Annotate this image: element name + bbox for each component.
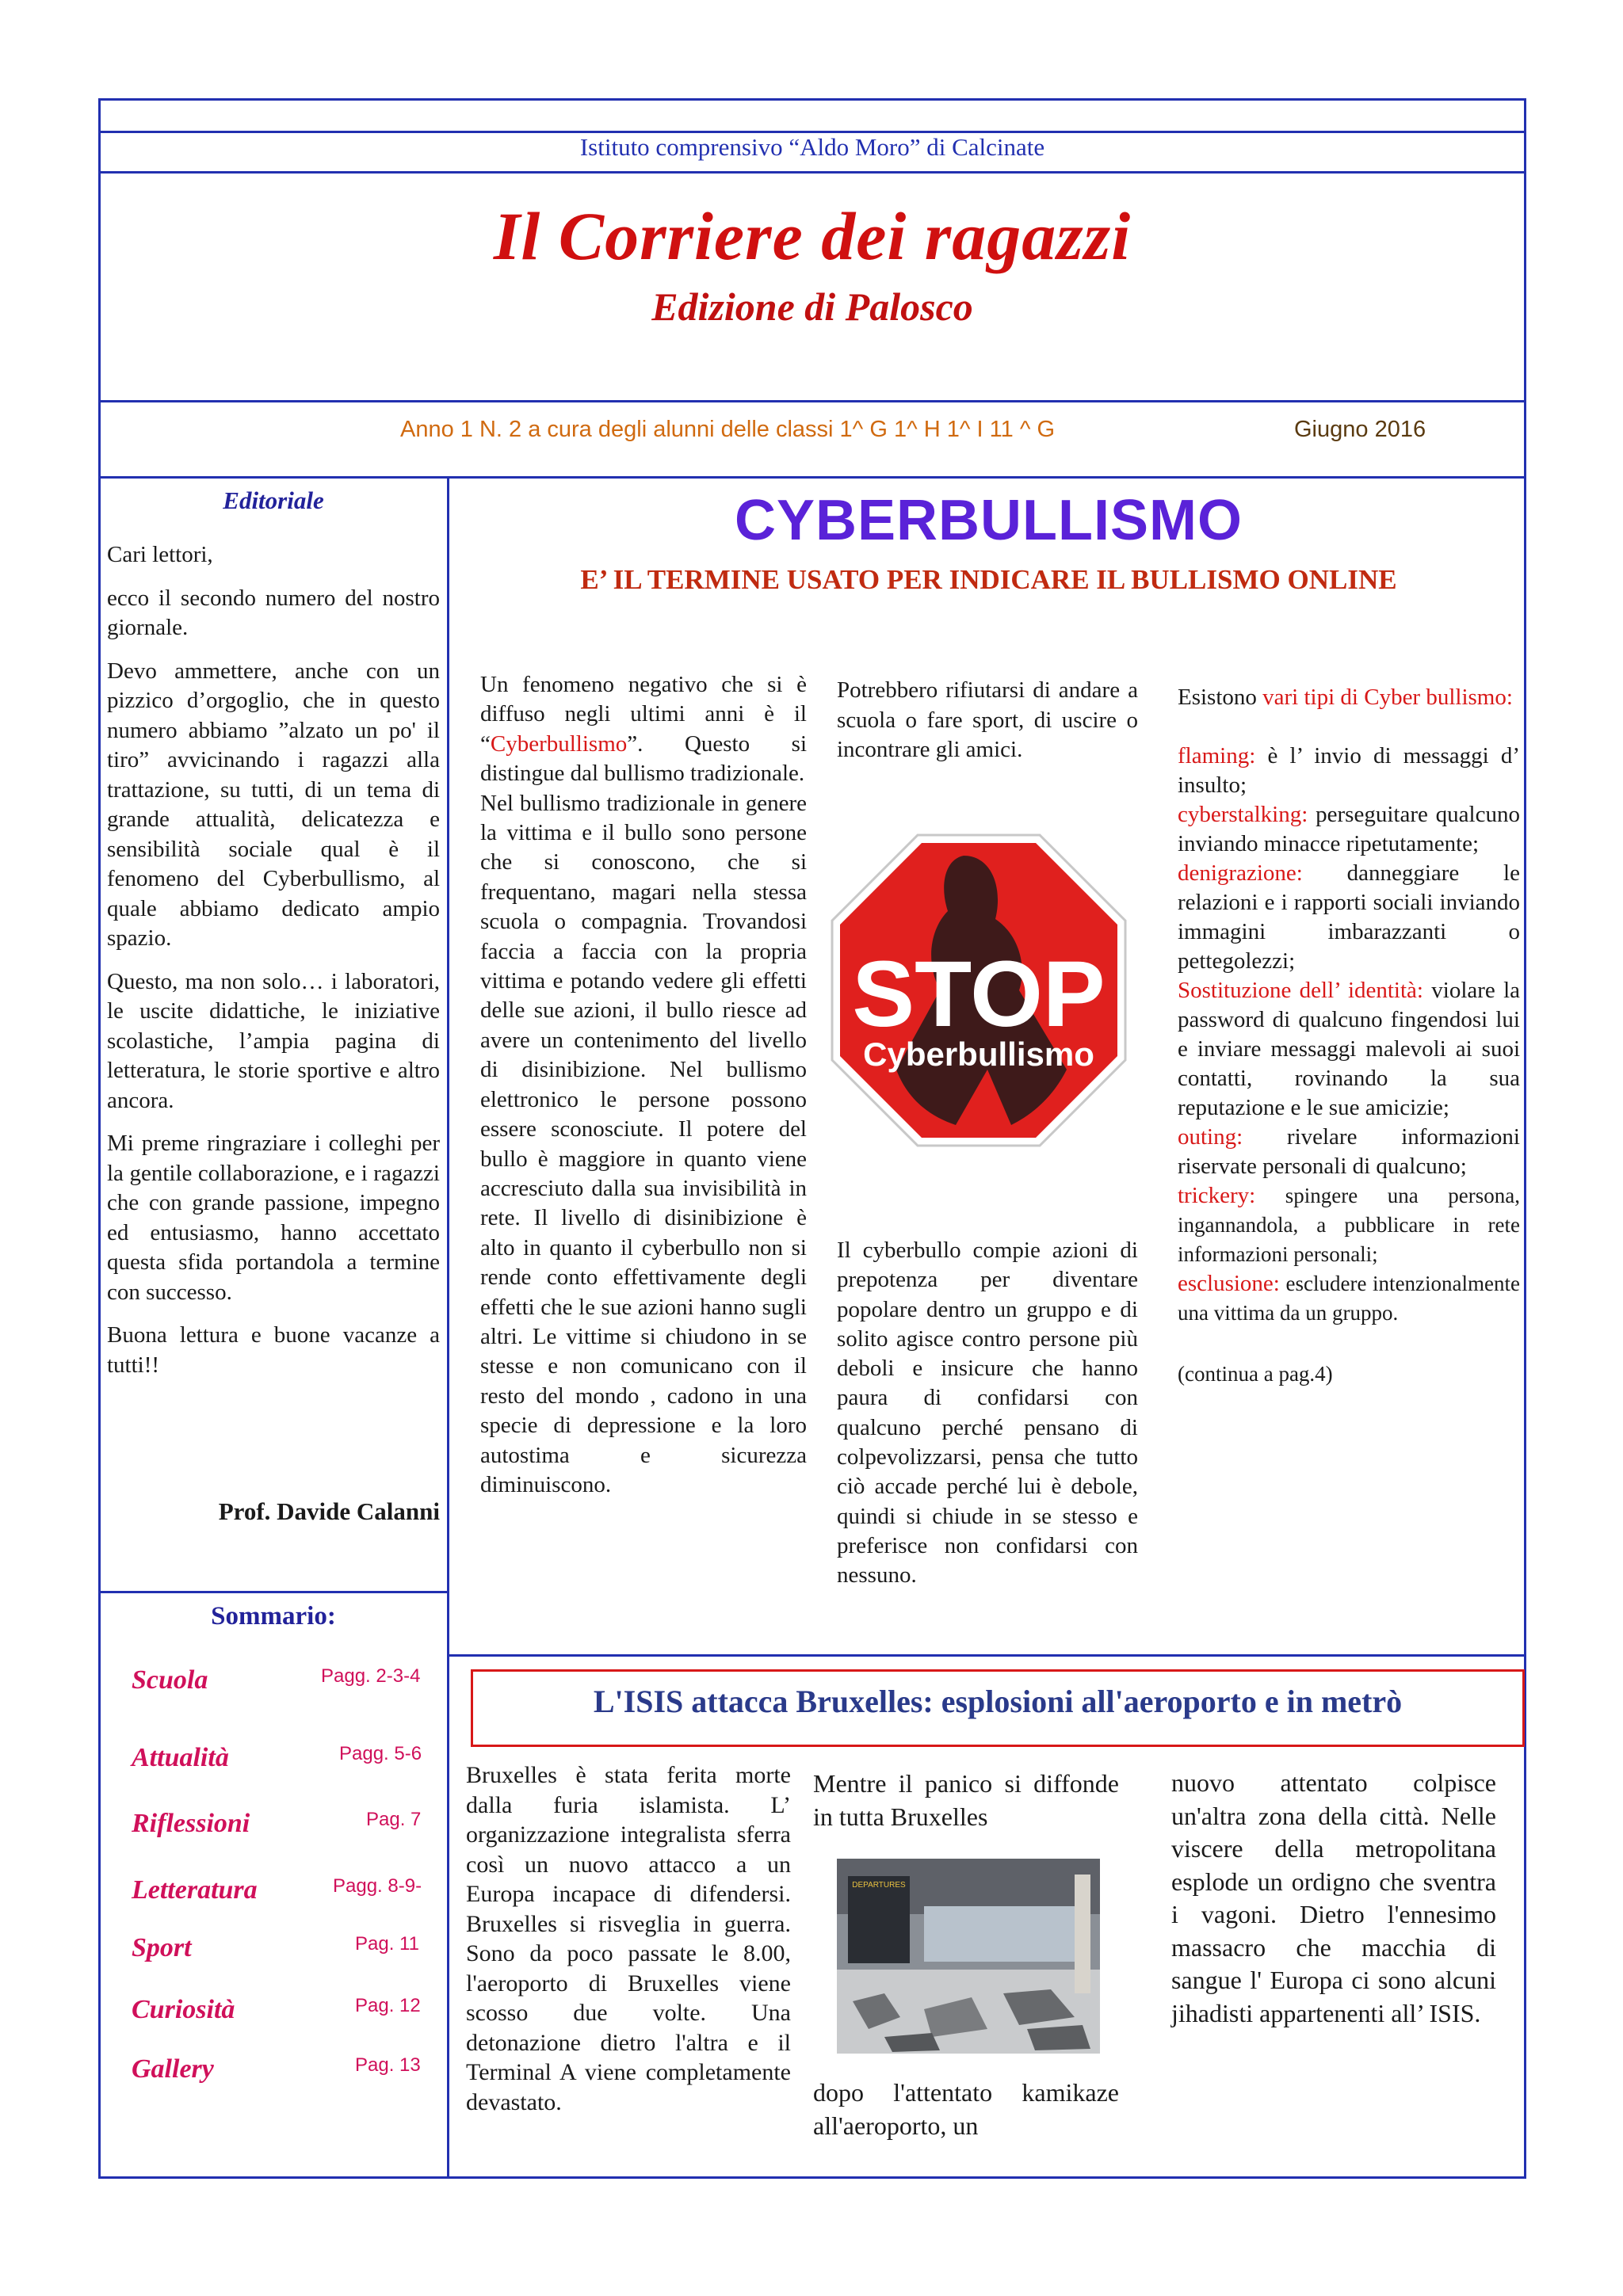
summary-pages-curiosita: Pag. 12 bbox=[355, 1995, 421, 2016]
stop-cyberbullismo-image bbox=[829, 832, 1128, 1149]
school-name: Istituto comprensivo “Aldo Moro” di Calcinate bbox=[579, 133, 1045, 161]
summary-pages-attualita: Pagg. 5-6 bbox=[339, 1743, 422, 1764]
summary-item-sport[interactable]: Sport bbox=[132, 1933, 192, 1962]
cyber-type-term: cyberstalking: bbox=[1178, 802, 1308, 827]
rule-sidebar bbox=[447, 476, 449, 2179]
photo-pillar bbox=[1075, 1875, 1090, 1993]
isis-col2-bottom: dopo l'attentato kamikaze all'aeroporto, un bbox=[813, 2078, 1119, 2140]
cyber-type-desc: è l’ invio di messaggi d’ insulto; bbox=[1178, 743, 1520, 798]
summary-title: Sommario: bbox=[211, 1602, 336, 1630]
summary-item-gallery[interactable]: Gallery bbox=[132, 2054, 214, 2084]
cyber-types-intro-red: vari tipi di Cyber bullismo: bbox=[1262, 685, 1513, 710]
cyber-title: CYBERBULLISMO bbox=[735, 489, 1243, 552]
summary-pages-scuola: Pagg. 2-3-4 bbox=[321, 1665, 421, 1687]
cyber-type-term: flaming: bbox=[1178, 743, 1256, 769]
cyber-type-item bbox=[1178, 859, 1520, 976]
summary-pages-sport: Pag. 11 bbox=[355, 1933, 419, 1955]
editorial-paragraph: Devo ammettere, anche con un pizzico d’orgoglio, che in questo numero abbiamo ”alzato un po' il tiro” avvicinando i ragazzi alla trattazione, su tutti, di un tema di grande attualità, delicatezza e sensibilità sociale qual è il fenomeno del Cyberbullismo, al quale abbiamo dedicato ampio spazio. bbox=[107, 658, 440, 951]
cyber-column-2-bottom bbox=[837, 1236, 1138, 1591]
summary-item-scuola[interactable]: Scuola bbox=[132, 1665, 208, 1695]
isis-column-2-bottom bbox=[813, 2076, 1119, 2142]
cyber-type-desc: violare la password di qualcuno fingendosi lui e inviare messaggi malevoli ai suoi contatti, rovinando la sua reputazione e le sue amicizie; bbox=[1178, 978, 1520, 1120]
editorial-paragraph: Cari lettori, bbox=[107, 542, 213, 567]
cyber-type-desc: danneggiare le relazioni e i rapporti sociali inviando immagini imbarazzanti o pettegolezzi; bbox=[1178, 860, 1520, 974]
cyber-type-item bbox=[1178, 800, 1520, 859]
cyber-col2-bottom: Il cyberbullo compie azioni di prepotenza per diventare popolare dentro un gruppo e di solito agisce contro persone più deboli e insicure che hanno paura di confidarsi con qualcuno perché pensano di colpevolizzarsi, pensa che tutto ciò accade perché lui è debole, quindi si chiude in se stesso e preferisce non confidarsi con nessuno. bbox=[837, 1238, 1138, 1589]
isis-col3: nuovo attentato colpisce un'altra zona della città. Nelle viscere della metropolitana esplode un ordigno che sventra i vagoni. Dietro l'ennesimo massacro che macchia di sangue l' Europa ci sono alcuni jihadisti appartenenti all’ ISIS. bbox=[1171, 1768, 1496, 2027]
stop-word: STOP bbox=[852, 942, 1106, 1047]
cyber-col1-after: ”. Questo si distingue dal bullismo tradizionale. bbox=[480, 730, 807, 787]
editorial-signature: Prof. Davide Calanni bbox=[218, 1497, 440, 1525]
rule-under-masthead bbox=[98, 400, 1526, 402]
cyber-type-item bbox=[1178, 976, 1520, 1123]
cyber-type-item bbox=[1178, 1269, 1520, 1328]
isis-column-1 bbox=[466, 1760, 791, 2117]
summary-item-curiosita[interactable]: Curiosità bbox=[132, 1995, 235, 2024]
cyber-type-term: outing: bbox=[1178, 1124, 1243, 1150]
photo-debris bbox=[1027, 2025, 1090, 2050]
cyber-column-2-top bbox=[837, 676, 1138, 765]
airport-photo bbox=[837, 1859, 1100, 2054]
cyber-type-item bbox=[1178, 742, 1520, 800]
isis-headline: L'ISIS attacca Bruxelles: esplosioni all'aeroporto e in metrò bbox=[593, 1684, 1403, 1719]
edition-subtitle: Edizione di Palosco bbox=[651, 284, 973, 329]
cyber-types-intro: Esistono bbox=[1178, 685, 1263, 710]
cyber-col1-body: Nel bullismo tradizionale in genere la vittima e il bullo sono persone che si conoscono, che si frequentano, magari nella stessa scuola o compagnia. Trovandosi faccia a faccia con la propria vittima e potando vedere gli effetti delle sue azioni, il bullo riesce ad avere un contenimento del livello di disinibizione. Nel bullismo elettronico le persone possono essere sconosciute. Il potere del bullo è maggiore in quanto viene accresciuto dalla sua invisibilità in rete. Il livello di disinibizione è alto in quanto il cyberbullo non si rende conto effettivamente degli effetti che le sue azioni hanno sugli altri. Le vittime si chiudono in se stesse e non comunicano con il resto del mondo , cadono in una specie di depressione e la loro autostima e sicurezza diminuiscono. bbox=[480, 790, 807, 1497]
isis-column-2-top bbox=[813, 1767, 1119, 1833]
photo-board-label: DEPARTURES bbox=[852, 1881, 906, 1890]
cyber-column-3 bbox=[1178, 683, 1520, 1389]
cyber-type-item bbox=[1178, 1181, 1520, 1269]
summary-item-attualita[interactable]: Attualità bbox=[132, 1743, 229, 1772]
summary-item-riflessioni[interactable]: Riflessioni bbox=[132, 1809, 250, 1838]
cyber-type-desc: escludere intenzionalmente una vittima da un gruppo. bbox=[1178, 1272, 1520, 1325]
cyber-type-term: denigrazione: bbox=[1178, 860, 1303, 886]
summary-pages-gallery: Pag. 13 bbox=[355, 2054, 421, 2076]
rule-under-issue bbox=[98, 476, 1526, 479]
cyber-type-term: Sostituzione dell’ identità: bbox=[1178, 978, 1423, 1003]
photo-window bbox=[924, 1906, 1083, 1962]
cyber-type-desc: rivelare informazioni riservate personali di qualcuno; bbox=[1178, 1124, 1520, 1179]
editorial-paragraph: Buona lettura e buone vacanze a tutti!! bbox=[107, 1322, 440, 1378]
editorial-title: Editoriale bbox=[223, 486, 324, 514]
cyber-col1-lead: Un fenomeno negativo che si è diffuso negli ultimi anni è il “ bbox=[480, 672, 807, 757]
cyber-type-term: esclusione: bbox=[1178, 1271, 1280, 1296]
editorial-paragraph: Questo, ma non solo… i laboratori, le uscite didattiche, le iniziative scolastiche, l’ampia pagina di letteratura, le storie sportive e altro ancora. bbox=[107, 968, 440, 1113]
cyber-col1-term: Cyberbullismo bbox=[490, 730, 628, 757]
stop-subtext: Cyberbullismo bbox=[863, 1035, 1094, 1073]
masthead-title: Il Corriere dei ragazzi bbox=[493, 198, 1132, 274]
issue-line: Anno 1 N. 2 a cura degli alunni delle classi 1^ G 1^ H 1^ I 11 ^ G bbox=[400, 417, 1056, 442]
summary-pages-riflessioni: Pag. 7 bbox=[366, 1809, 422, 1830]
editorial-paragraph: Mi preme ringraziare i colleghi per la gentile collaborazione, e i ragazzi che con grande passione, impegno ed entusiasmo, hanno accettato questa sfida portandola a termine con successo. bbox=[107, 1131, 440, 1305]
cyber-type-term: trickery: bbox=[1178, 1183, 1256, 1208]
rule-above-isis bbox=[447, 1654, 1526, 1657]
issue-date: Giugno 2016 bbox=[1294, 417, 1426, 442]
rule-under-school bbox=[98, 171, 1526, 174]
cyber-continua[interactable]: (continua a pag.4) bbox=[1178, 1362, 1333, 1386]
cyber-type-item bbox=[1178, 1123, 1520, 1181]
isis-column-3 bbox=[1171, 1767, 1496, 2030]
rule-sommario bbox=[98, 1591, 449, 1593]
cyber-col2-top: Potrebbero rifiutarsi di andare a scuola o fare sport, di uscire o incontrare gli amici. bbox=[837, 677, 1138, 762]
cyber-type-desc: spingere una persona, ingannandola, a pubblicare in rete informazioni personali; bbox=[1178, 1184, 1520, 1266]
summary-pages-letteratura: Pagg. 8-9- bbox=[333, 1875, 422, 1897]
cyber-type-desc: perseguitare qualcuno inviando minacce ripetutamente; bbox=[1178, 802, 1520, 856]
isis-col2-top: Mentre il panico si diffonde in tutta Bruxelles bbox=[813, 1769, 1119, 1831]
cyber-column-1 bbox=[480, 670, 807, 1500]
editorial-paragraph: ecco il secondo numero del nostro giornale. bbox=[107, 585, 440, 640]
summary-item-letteratura[interactable]: Letteratura bbox=[132, 1875, 258, 1905]
cyber-subtitle: E’ IL TERMINE USATO PER INDICARE IL BULLISMO ONLINE bbox=[580, 564, 1397, 595]
isis-col1: Bruxelles è stata ferita morte dalla furia islamista. L’ organizzazione integralista sferra così un nuovo attacco a un Europa incapace di difendersi. Bruxelles si risveglia in guerra. Sono da poco passate le 8.00, l'aeroporto di Bruxelles viene scosso due volte. Una detonazione dietro l'altra e il Terminal A viene completamente devastato. bbox=[466, 1762, 791, 2115]
editorial-body bbox=[107, 540, 440, 1394]
